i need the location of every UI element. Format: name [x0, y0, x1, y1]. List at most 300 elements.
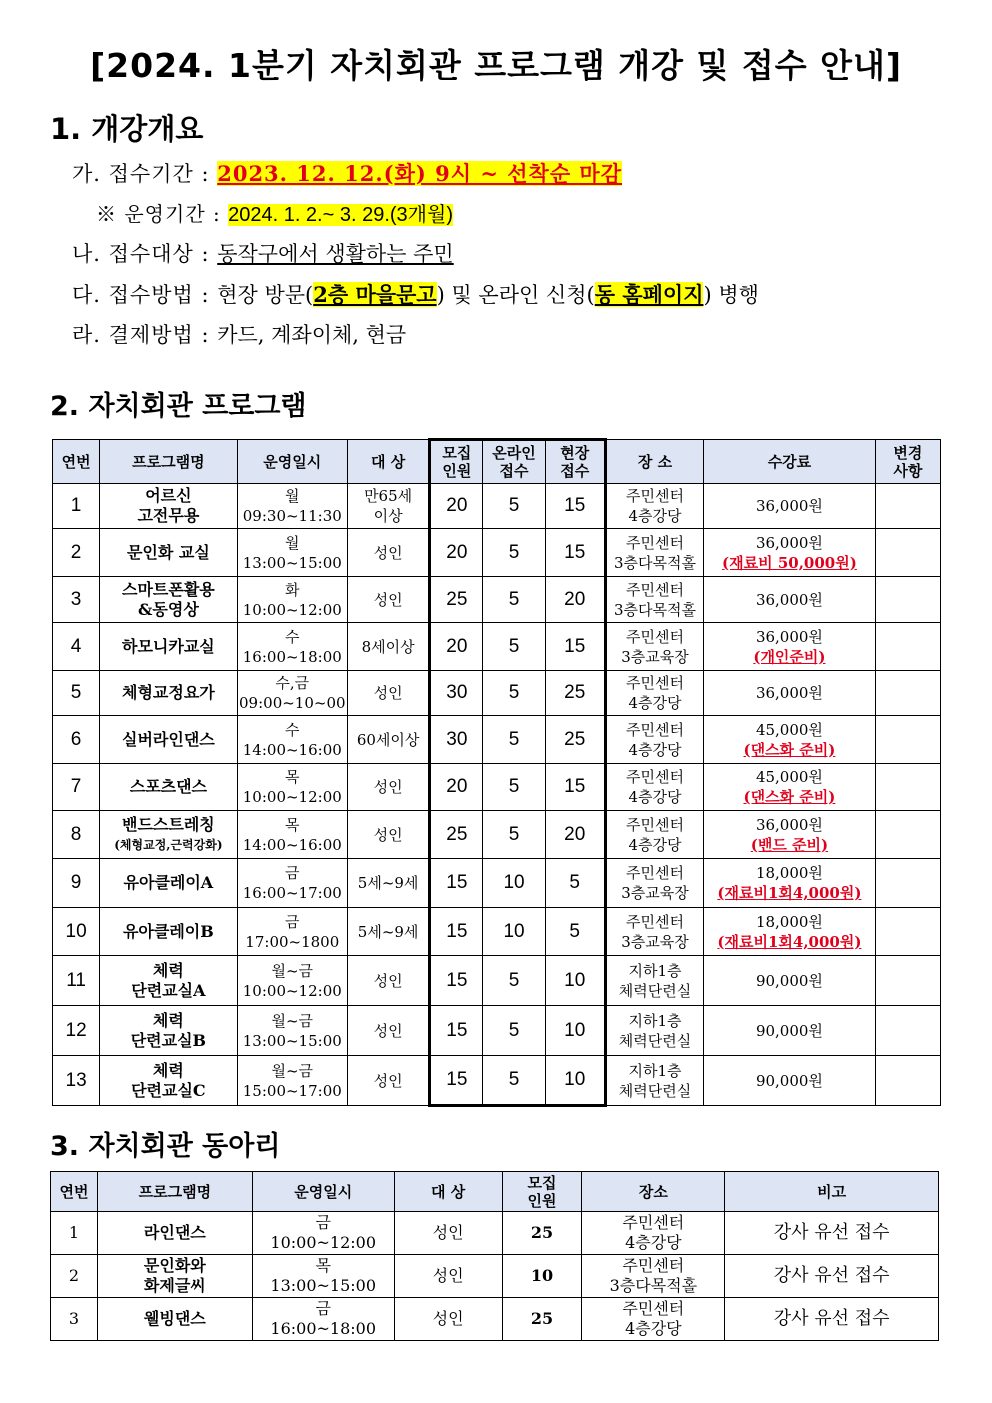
online-value: 5 — [508, 635, 520, 657]
program-name-line1: 체력 — [152, 1060, 184, 1080]
schedule-day: 월 — [285, 533, 300, 552]
row-place — [605, 1006, 703, 1056]
target-line1: 5세~9세 — [357, 874, 419, 892]
schedule-time: 10:00~12:00 — [242, 600, 342, 619]
onsite-value: 15 — [564, 635, 586, 657]
target-line2: 이상 — [373, 507, 403, 525]
row-no-value: 12 — [65, 1019, 87, 1041]
target-line1: 성인 — [373, 684, 403, 702]
row-online — [483, 671, 545, 716]
place-line1: 주민센터 — [625, 815, 684, 834]
row-program-name — [100, 529, 237, 577]
row-no-value: 1 — [70, 495, 82, 516]
row-change — [875, 764, 940, 811]
row-target — [347, 811, 429, 859]
target-line1: 성인 — [373, 825, 403, 844]
place-line1: 주민센터 — [625, 768, 684, 786]
fee-value: 90,000원 — [755, 971, 823, 990]
club-target-value: 성인 — [432, 1309, 464, 1328]
onsite-value: 5 — [569, 872, 580, 893]
club-place-line1: 주민센터 — [622, 1256, 685, 1275]
club-no-value: 3 — [68, 1309, 80, 1328]
program-name-line2: &동영상 — [137, 599, 199, 619]
row-fee — [704, 716, 876, 764]
club-name — [97, 1255, 252, 1298]
place-line2: 체력단련실 — [618, 1031, 692, 1050]
schedule-time: 13:00~15:00 — [242, 1031, 342, 1050]
header-place: 장 소 — [605, 440, 703, 484]
row-online — [483, 484, 545, 529]
place-line2: 3층교육장 — [621, 932, 689, 951]
club-target — [394, 1255, 502, 1298]
schedule-time: 09:00~10~00 — [239, 694, 346, 712]
header-no: 연번 — [53, 440, 100, 484]
table-row — [53, 484, 941, 529]
row-fee — [704, 859, 876, 908]
reception-method-label: 다. 접수방법 : — [72, 283, 218, 307]
row-schedule — [237, 764, 347, 811]
row-target — [347, 623, 429, 671]
row-recruit — [430, 764, 483, 811]
club-no — [51, 1298, 98, 1341]
table-row — [53, 908, 941, 956]
place-line1: 주민센터 — [625, 674, 684, 692]
place-line2: 4층강당 — [628, 835, 682, 854]
club-place — [582, 1212, 725, 1255]
club-day: 금 — [315, 1213, 331, 1232]
row-no — [53, 484, 100, 529]
header-recruit: 모집 인원 — [430, 440, 483, 484]
club-remark-value: 강사 유선 접수 — [773, 1265, 890, 1286]
place-line2: 4층강당 — [628, 507, 682, 525]
fee-note: (재료비 50,000원) — [722, 553, 857, 572]
row-program-name — [100, 859, 237, 908]
reception-method-hl1: 2층 마을문고 — [313, 282, 437, 307]
online-value: 5 — [508, 728, 520, 750]
club-place-line1: 주민센터 — [622, 1213, 685, 1232]
program-name-line2: 고전무용 — [137, 506, 200, 525]
row-place — [605, 1056, 703, 1106]
row-onsite — [545, 623, 605, 671]
row-target — [347, 671, 429, 716]
recruit-value: 15 — [446, 872, 468, 893]
club-remark — [725, 1255, 939, 1298]
row-place — [605, 577, 703, 623]
club-target-value: 성인 — [432, 1223, 464, 1242]
club-header-no: 연번 — [51, 1172, 98, 1212]
row-recruit — [430, 529, 483, 577]
reception-target-label: 나. 접수대상 : — [72, 242, 218, 266]
reception-method-mid: ) 및 온라인 신청( — [436, 283, 595, 307]
row-onsite — [545, 764, 605, 811]
schedule-day: 목 — [285, 815, 300, 834]
place-line1: 주민센터 — [625, 912, 684, 931]
row-online — [483, 811, 545, 859]
row-no — [53, 577, 100, 623]
header-schedule: 운영일시 — [237, 440, 347, 484]
header-onsite: 현장 접수 — [545, 440, 605, 484]
fee-note: (개인준비) — [753, 647, 826, 666]
program-name-line2: 단련교실B — [130, 1030, 207, 1050]
target-line1: 성인 — [373, 1021, 403, 1040]
section2-heading: 2. 자치회관 프로그램 — [50, 391, 307, 422]
recruit-value: 30 — [446, 682, 468, 703]
schedule-day: 화 — [285, 580, 300, 599]
schedule-day: 월~금 — [271, 961, 314, 980]
online-value: 10 — [503, 872, 525, 893]
row-program-name — [100, 1006, 237, 1056]
page-title: [2024. 1분기 자치회관 프로그램 개강 및 접수 안내] — [90, 46, 902, 85]
club-recruit — [502, 1212, 582, 1255]
online-value: 5 — [508, 823, 520, 845]
row-onsite — [545, 859, 605, 908]
place-line2: 4층강당 — [628, 694, 682, 712]
online-value: 10 — [503, 920, 525, 942]
club-name-line1: 문인화와 — [143, 1256, 206, 1275]
row-online — [483, 529, 545, 577]
club-name-line2: 화제글씨 — [143, 1276, 206, 1295]
schedule-time: 10:00~12:00 — [242, 981, 342, 1000]
place-line2: 3층교육장 — [621, 884, 689, 902]
fee-value: 36,000원 — [755, 627, 823, 646]
row-no — [53, 764, 100, 811]
club-recruit-value: 10 — [530, 1266, 554, 1285]
club-no — [51, 1255, 98, 1298]
table-row — [53, 764, 941, 811]
row-no — [53, 1056, 100, 1106]
row-change — [875, 671, 940, 716]
row-schedule — [237, 811, 347, 859]
place-line1: 주민센터 — [625, 864, 684, 882]
club-time: 16:00~18:00 — [270, 1319, 377, 1338]
place-line2: 체력단련실 — [618, 1081, 692, 1100]
row-place — [605, 529, 703, 577]
fee-note: (재료비1회4,000원) — [717, 884, 862, 902]
target-line1: 성인 — [373, 1071, 403, 1090]
place-line1: 주민센터 — [625, 720, 684, 739]
place-line2: 체력단련실 — [618, 981, 692, 1000]
row-no — [53, 956, 100, 1006]
program-name-line1: 스마트폰활용 — [122, 579, 215, 599]
club-target — [394, 1212, 502, 1255]
program-name-line1: 스포츠댄스 — [129, 777, 208, 796]
row-target — [347, 1006, 429, 1056]
row-online — [483, 577, 545, 623]
row-change — [875, 956, 940, 1006]
program-name-line1: 하모니카교실 — [122, 636, 215, 656]
schedule-day: 수 — [285, 627, 300, 646]
row-fee — [704, 529, 876, 577]
row-change — [875, 577, 940, 623]
club-remark — [725, 1298, 939, 1341]
row-target — [347, 577, 429, 623]
club-day: 금 — [315, 1299, 331, 1318]
program-name-line1: 체력 — [152, 960, 184, 980]
reception-target-value: 동작구에서 생활하는 주민 — [217, 242, 454, 266]
reception-method-hl2: 동 홈페이지 — [594, 282, 704, 307]
recruit-value: 15 — [446, 1019, 468, 1041]
row-program-name — [100, 908, 237, 956]
club-place — [582, 1255, 725, 1298]
online-value: 5 — [508, 541, 520, 563]
row-no-value: 7 — [70, 776, 82, 797]
club-name-line1: 라인댄스 — [143, 1223, 206, 1242]
online-value: 5 — [508, 1069, 520, 1090]
club-no-value: 1 — [68, 1223, 80, 1242]
online-value: 5 — [508, 682, 520, 703]
row-online — [483, 859, 545, 908]
row-recruit — [430, 577, 483, 623]
fee-note: (댄스화 준비) — [743, 788, 836, 806]
fee-note: (재료비1회4,000원) — [717, 932, 862, 951]
club-place-line1: 주민센터 — [622, 1299, 685, 1318]
row-program-name — [100, 764, 237, 811]
row-onsite — [545, 908, 605, 956]
reception-period — [72, 158, 622, 188]
online-value: 5 — [508, 495, 520, 516]
row-no-value: 4 — [70, 635, 82, 657]
club-no — [51, 1212, 98, 1255]
club-place-line2: 3층다목적홀 — [609, 1276, 698, 1295]
club-place-line2: 4층강당 — [625, 1319, 682, 1338]
onsite-value: 10 — [564, 969, 586, 991]
row-program-name — [100, 716, 237, 764]
row-no — [53, 908, 100, 956]
place-line1: 지하1층 — [628, 961, 682, 980]
target-line1: 8세이상 — [361, 637, 415, 656]
row-fee — [704, 764, 876, 811]
header-change: 변경 사항 — [875, 440, 940, 484]
place-line2: 4층강당 — [628, 788, 682, 806]
fee-value: 36,000원 — [755, 815, 823, 834]
row-program-name — [100, 623, 237, 671]
schedule-day: 금 — [285, 912, 300, 931]
program-name-line2: (체형교정,근력강화) — [114, 837, 223, 852]
row-schedule — [237, 484, 347, 529]
club-header-remark: 비고 — [725, 1172, 939, 1212]
row-change — [875, 811, 940, 859]
schedule-time: 17:00~1800 — [245, 932, 340, 951]
place-line2: 3층다목적홀 — [613, 553, 696, 572]
program-name-line1: 어르신 — [145, 486, 192, 505]
place-line2: 4층강당 — [628, 740, 682, 759]
row-target — [347, 716, 429, 764]
table-row — [53, 716, 941, 764]
row-change — [875, 716, 940, 764]
row-no — [53, 671, 100, 716]
row-no — [53, 623, 100, 671]
row-schedule — [237, 716, 347, 764]
payment-method — [72, 319, 406, 349]
row-recruit — [430, 1006, 483, 1056]
table-row — [53, 811, 941, 859]
program-name-line1: 문인화 교실 — [126, 542, 210, 562]
row-place — [605, 956, 703, 1006]
row-target — [347, 956, 429, 1006]
row-fee — [704, 1056, 876, 1106]
club-recruit-value: 25 — [530, 1309, 554, 1328]
club-time: 10:00~12:00 — [270, 1233, 377, 1252]
table-row — [53, 1006, 941, 1056]
club-remark-value: 강사 유선 접수 — [773, 1222, 890, 1243]
header-fee: 수강료 — [704, 440, 876, 484]
row-schedule — [237, 577, 347, 623]
row-recruit — [430, 623, 483, 671]
onsite-value: 15 — [564, 776, 586, 797]
row-program-name — [100, 811, 237, 859]
recruit-value: 20 — [446, 635, 468, 657]
row-online — [483, 623, 545, 671]
row-target — [347, 764, 429, 811]
row-schedule — [237, 859, 347, 908]
row-onsite — [545, 716, 605, 764]
fee-value: 90,000원 — [755, 1071, 823, 1090]
reception-method-post: ) 병행 — [703, 283, 759, 307]
place-line1: 주민센터 — [625, 533, 684, 552]
schedule-day: 월 — [285, 487, 300, 505]
club-schedule — [252, 1298, 394, 1341]
section3-heading: 3. 자치회관 동아리 — [50, 1131, 281, 1162]
row-place — [605, 764, 703, 811]
row-no — [53, 859, 100, 908]
club-name-line1: 웰빙댄스 — [143, 1309, 206, 1328]
program-table — [52, 438, 941, 1107]
place-line1: 주민센터 — [625, 487, 684, 505]
onsite-value: 15 — [564, 495, 586, 516]
fee-value: 45,000원 — [755, 768, 823, 786]
onsite-value: 10 — [564, 1019, 586, 1041]
row-recruit — [430, 908, 483, 956]
operation-period-value: 2024. 1. 2.~ 3. 29.(3개월) — [228, 204, 453, 226]
club-row — [51, 1298, 939, 1341]
schedule-time: 14:00~16:00 — [242, 835, 342, 854]
place-line2: 3층교육장 — [621, 647, 689, 666]
row-program-name — [100, 577, 237, 623]
row-onsite — [545, 1006, 605, 1056]
row-fee — [704, 577, 876, 623]
club-header-name: 프로그램명 — [97, 1172, 252, 1212]
header-target: 대 상 — [347, 440, 429, 484]
place-line1: 지하1층 — [628, 1011, 682, 1030]
row-change — [875, 529, 940, 577]
row-program-name — [100, 671, 237, 716]
recruit-value: 25 — [446, 823, 468, 845]
target-line1: 60세이상 — [356, 730, 420, 749]
recruit-value: 20 — [446, 541, 468, 563]
row-schedule — [237, 1056, 347, 1106]
schedule-day: 목 — [285, 768, 300, 786]
club-header-recruit: 모집 인원 — [502, 1172, 582, 1212]
fee-value: 36,000원 — [755, 497, 823, 515]
online-value: 5 — [508, 588, 520, 610]
row-no-value: 2 — [70, 541, 82, 563]
club-recruit — [502, 1255, 582, 1298]
recruit-value: 30 — [446, 728, 468, 750]
onsite-value: 20 — [564, 588, 586, 610]
row-no — [53, 716, 100, 764]
row-target — [347, 908, 429, 956]
row-place — [605, 811, 703, 859]
target-line1: 성인 — [373, 971, 403, 990]
online-value: 5 — [508, 969, 520, 991]
row-place — [605, 671, 703, 716]
online-value: 5 — [508, 1019, 520, 1041]
header-online: 온라인 접수 — [483, 440, 545, 484]
payment-method-label: 라. 결제방법 : — [72, 323, 218, 347]
schedule-time: 15:00~17:00 — [242, 1081, 342, 1100]
recruit-value: 15 — [446, 1069, 468, 1090]
club-remark — [725, 1212, 939, 1255]
row-target — [347, 529, 429, 577]
row-program-name — [100, 484, 237, 529]
row-target — [347, 859, 429, 908]
recruit-value: 20 — [446, 495, 468, 516]
schedule-day: 월~금 — [271, 1061, 314, 1080]
table-row — [53, 577, 941, 623]
fee-value: 36,000원 — [755, 590, 823, 609]
fee-value: 36,000원 — [755, 684, 823, 702]
row-onsite — [545, 956, 605, 1006]
table-row — [53, 859, 941, 908]
operation-period-label: ※ 운영기간 : — [96, 202, 229, 226]
row-onsite — [545, 484, 605, 529]
row-target — [347, 1056, 429, 1106]
club-name — [97, 1212, 252, 1255]
operation-period — [96, 198, 453, 227]
row-place — [605, 716, 703, 764]
row-program-name — [100, 1056, 237, 1106]
fee-value: 36,000원 — [755, 533, 823, 552]
club-header-place: 장소 — [582, 1172, 725, 1212]
row-place — [605, 623, 703, 671]
row-fee — [704, 956, 876, 1006]
fee-note: (밴드 준비) — [750, 835, 829, 854]
row-online — [483, 956, 545, 1006]
row-no-value: 3 — [70, 588, 82, 610]
club-time: 13:00~15:00 — [270, 1276, 377, 1295]
program-name-line2: 단련교실C — [131, 1080, 206, 1100]
row-fee — [704, 671, 876, 716]
club-recruit-value: 25 — [530, 1223, 554, 1242]
row-onsite — [545, 577, 605, 623]
fee-note: (댄스화 준비) — [743, 740, 836, 759]
online-value: 5 — [508, 776, 520, 797]
row-fee — [704, 1006, 876, 1056]
club-row — [51, 1212, 939, 1255]
row-onsite — [545, 811, 605, 859]
program-name-line1: 유아클레이B — [122, 921, 214, 941]
club-day: 목 — [315, 1256, 331, 1275]
place-line1: 지하1층 — [628, 1061, 682, 1080]
reception-period-label: 가. 접수기간 : — [72, 162, 218, 186]
row-change — [875, 484, 940, 529]
target-line1: 성인 — [373, 543, 403, 562]
row-recruit — [430, 859, 483, 908]
onsite-value: 10 — [564, 1069, 586, 1090]
target-line1: 5세~9세 — [357, 922, 419, 941]
club-target-value: 성인 — [432, 1266, 464, 1285]
target-line1: 성인 — [373, 778, 403, 796]
table-row — [53, 956, 941, 1006]
club-remark-value: 강사 유선 접수 — [773, 1308, 890, 1329]
reception-period-value: 2023. 12. 12.(화) 9시 ~ 선착순 마감 — [217, 161, 622, 186]
onsite-value: 20 — [564, 823, 586, 845]
onsite-value: 25 — [564, 728, 586, 750]
row-no-value: 11 — [66, 969, 86, 991]
schedule-time: 10:00~12:00 — [242, 788, 342, 806]
schedule-day: 월~금 — [271, 1011, 314, 1030]
row-no-value: 10 — [65, 920, 87, 942]
